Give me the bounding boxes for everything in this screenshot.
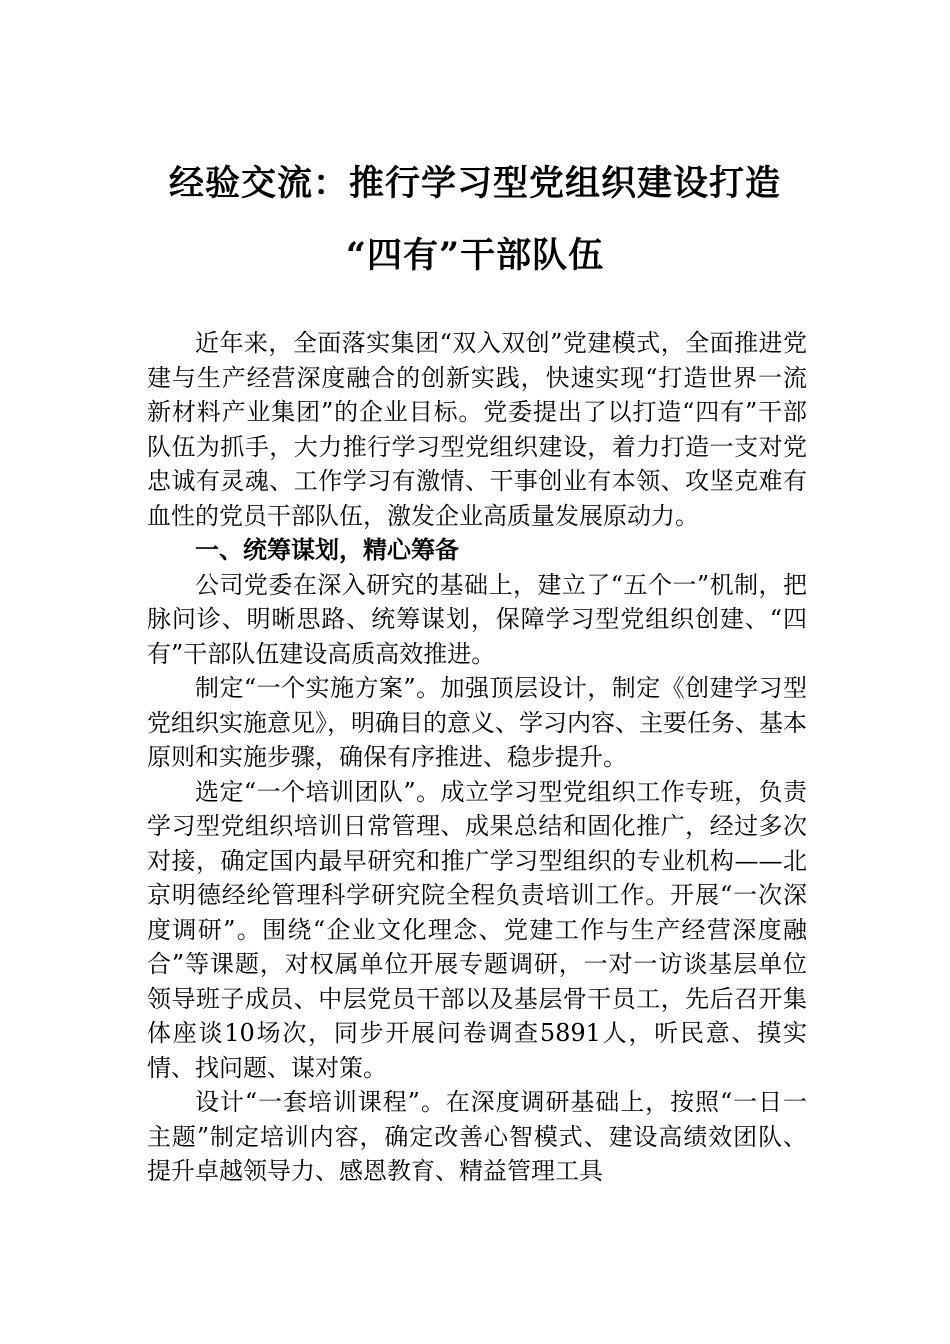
document-body bbox=[147, 326, 807, 1189]
document-title-line-2: “四有”干部队伍 bbox=[345, 235, 605, 276]
body-paragraph: 制定“一个实施方案”。加强顶层设计，制定《创建学习型党组织实施意见》，明确目的意义、学习内容、主要任务、基本原则和实施步骤，确保有序推进、稳步提升。 bbox=[147, 674, 807, 771]
document-title-line-1: 经验交流：推行学习型党组织建设打造 bbox=[168, 163, 781, 204]
body-paragraph: 选定“一个培训团队”。成立学习型党组织工作专班，负责学习型党组织培训日常管理、成果总结和固化推广，经过多次对接，确定国内最早研究和推广学习型组织的专业机构——北京明德经纶管理科学研究院全程负责培训工作。开展“一次深度调研”。围绕“企业文化理念、党建工作与生产经营深度融合”等课题，对权属单位开展专题调研，一对一访谈基层单位领导班子成员、中层党员干部以及基层骨干员工，先后召开集体座谈10场次，同步开展问卷调查5891人，听民意、摸实情、找问题、谋对策。 bbox=[147, 777, 807, 1082]
body-paragraph: 公司党委在深入研究的基础上，建立了“五个一”机制，把脉问诊、明晰思路、统筹谋划，保障学习型党组织创建、“四有”干部队伍建设高质高效推进。 bbox=[147, 570, 807, 668]
intro-paragraph: 近年来，全面落实集团“双入双创”党建模式，全面推进党建与生产经营深度融合的创新实践，快速实现“打造世界一流新材料产业集团”的企业目标。党委提出了以打造“四有”干部队伍为抓手，大力推行学习型党组织建设，着力打造一支对党忠诚有灵魂、工作学习有激情、干事创业有本领、攻坚克难有血性的党员干部队伍，激发企业高质量发展原动力。 bbox=[147, 329, 807, 530]
body-paragraph: 设计“一套培训课程”。在深度调研基础上，按照“一日一主题”制定培训内容，确定改善心智模式、建设高绩效团队、提升卓越领导力、感恩教育、精益管理工具 bbox=[147, 1088, 807, 1185]
section-heading: 一、统筹谋划，精心筹备 bbox=[195, 536, 459, 564]
